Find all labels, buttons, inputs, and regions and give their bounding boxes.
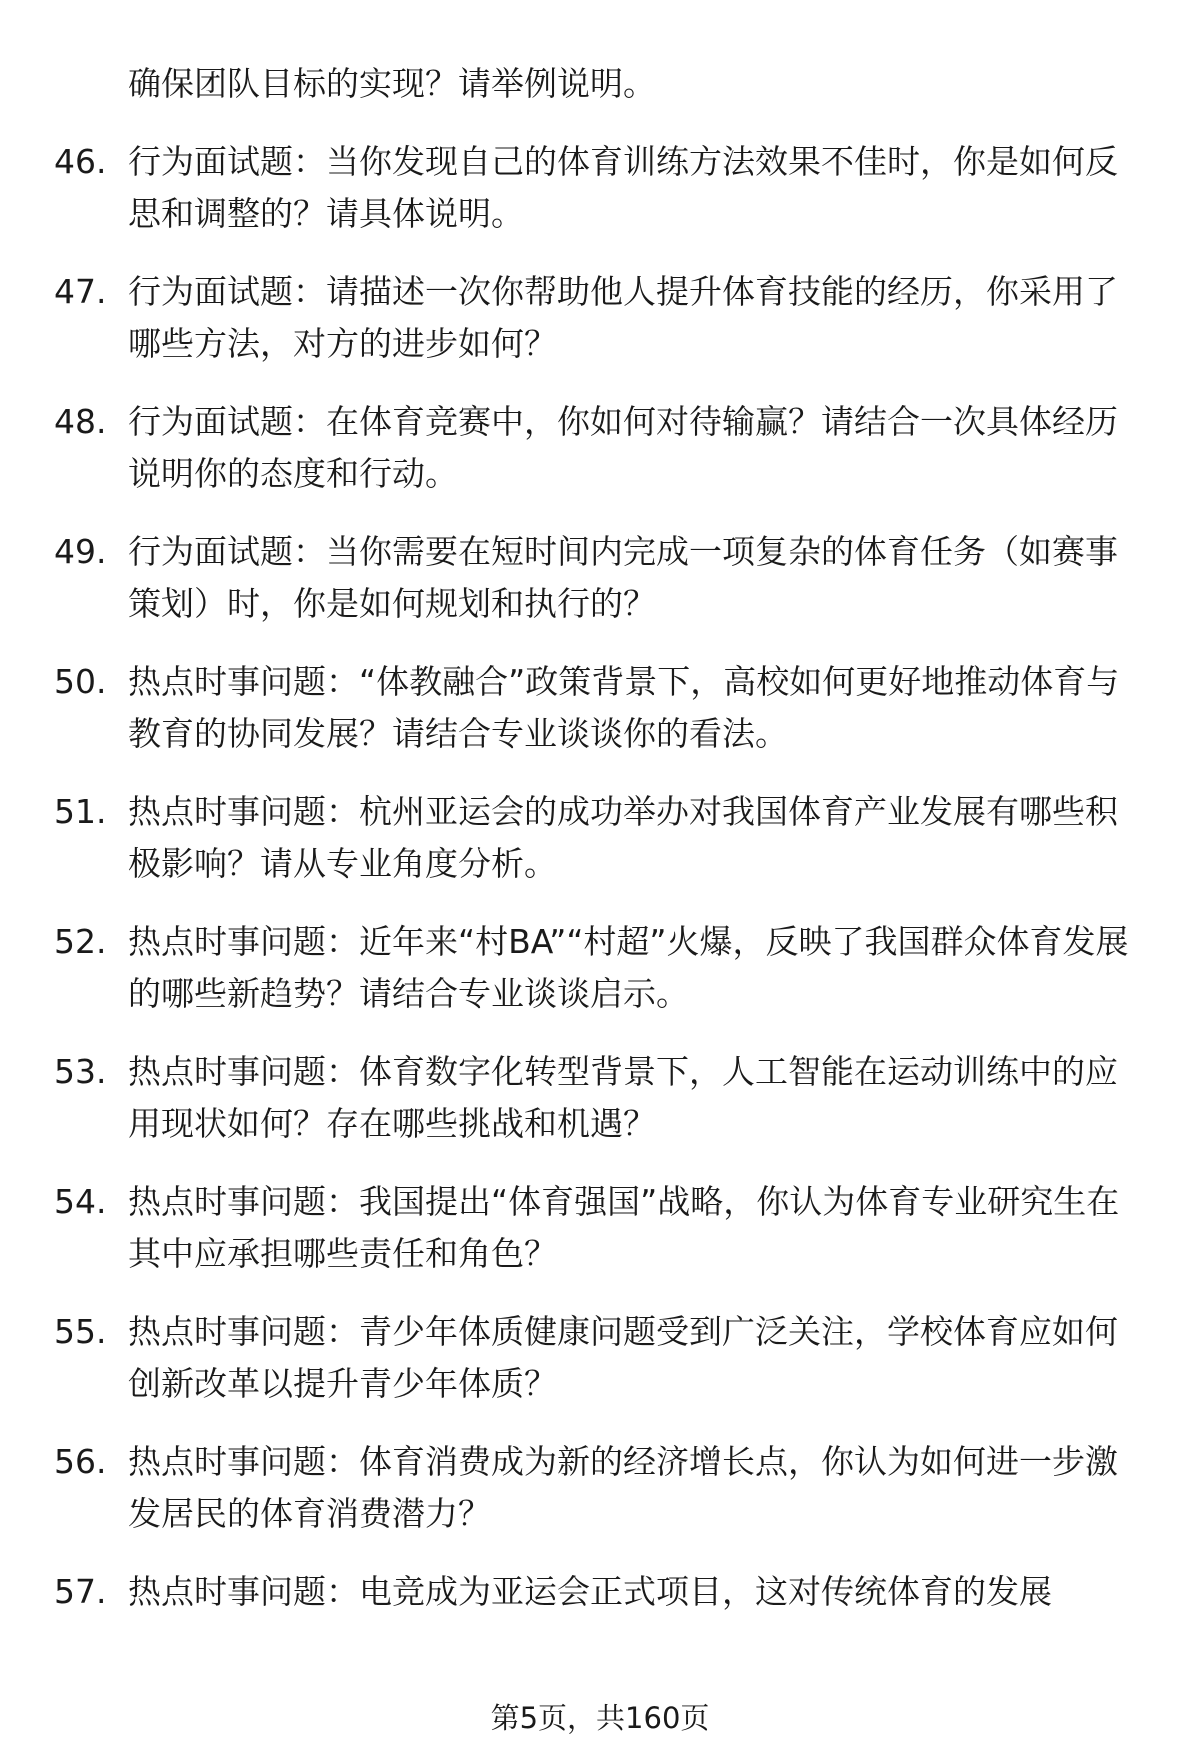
question-number: 49.: [54, 532, 107, 571]
question-number: 50.: [54, 662, 107, 701]
question-number: 56.: [54, 1442, 107, 1481]
items-container: [54, 136, 1154, 1618]
question-text: 热点时事问题：杭州亚运会的成功举办对我国体育产业发展有哪些积极影响？请从专业角度分析。: [128, 792, 1118, 883]
question-item: [54, 136, 1154, 240]
question-item: [54, 916, 1154, 1020]
question-number: 48.: [54, 402, 107, 441]
question-text: 行为面试题：当你需要在短时间内完成一项复杂的体育任务（如赛事策划）时，你是如何规划和执行的？: [128, 532, 1118, 623]
question-number: 57.: [54, 1572, 107, 1611]
question-number: 47.: [54, 272, 107, 311]
question-item: [54, 656, 1154, 760]
question-number: 51.: [54, 792, 107, 831]
question-text: 行为面试题：在体育竞赛中，你如何对待输赢？请结合一次具体经历说明你的态度和行动。: [128, 402, 1118, 493]
question-number: 55.: [54, 1312, 107, 1351]
question-item: [54, 1176, 1154, 1280]
question-text: 热点时事问题：近年来“村BA”“村超”火爆，反映了我国群众体育发展的哪些新趋势？请结合专业谈谈启示。: [128, 922, 1129, 1013]
question-item: [54, 526, 1154, 630]
question-text: 热点时事问题：青少年体质健康问题受到广泛关注，学校体育应如何创新改革以提升青少年体质？: [128, 1312, 1118, 1403]
question-item: [54, 1436, 1154, 1540]
question-text: 热点时事问题：“体教融合”政策背景下，高校如何更好地推动体育与教育的协同发展？请结合专业谈谈你的看法。: [128, 662, 1120, 753]
question-text: 热点时事问题：电竞成为亚运会正式项目，这对传统体育的发展: [128, 1572, 1052, 1611]
page-footer: 第5页，共160页: [490, 1701, 710, 1735]
question-text: 热点时事问题：我国提出“体育强国”战略，你认为体育专业研究生在其中应承担哪些责任和角色？: [128, 1182, 1120, 1273]
question-item: [54, 786, 1154, 890]
question-list: [54, 58, 1154, 1644]
question-item: [54, 1566, 1154, 1618]
question-item: [54, 396, 1154, 500]
question-item: [54, 1306, 1154, 1410]
question-text: 行为面试题：请描述一次你帮助他人提升体育技能的经历，你采用了哪些方法，对方的进步如何？: [128, 272, 1118, 363]
continuation-text: 确保团队目标的实现？请举例说明。: [128, 64, 656, 103]
question-text: 行为面试题：当你发现自己的体育训练方法效果不佳时，你是如何反思和调整的？请具体说明。: [128, 142, 1118, 233]
question-text: 热点时事问题：体育消费成为新的经济增长点，你认为如何进一步激发居民的体育消费潜力？: [128, 1442, 1118, 1533]
question-text: 热点时事问题：体育数字化转型背景下，人工智能在运动训练中的应用现状如何？存在哪些挑战和机遇？: [128, 1052, 1118, 1143]
question-item: [54, 1046, 1154, 1150]
question-number: 54.: [54, 1182, 107, 1221]
question-number: 52.: [54, 922, 107, 961]
question-number: 46.: [54, 142, 107, 181]
question-item: [54, 266, 1154, 370]
question-number: 53.: [54, 1052, 107, 1091]
